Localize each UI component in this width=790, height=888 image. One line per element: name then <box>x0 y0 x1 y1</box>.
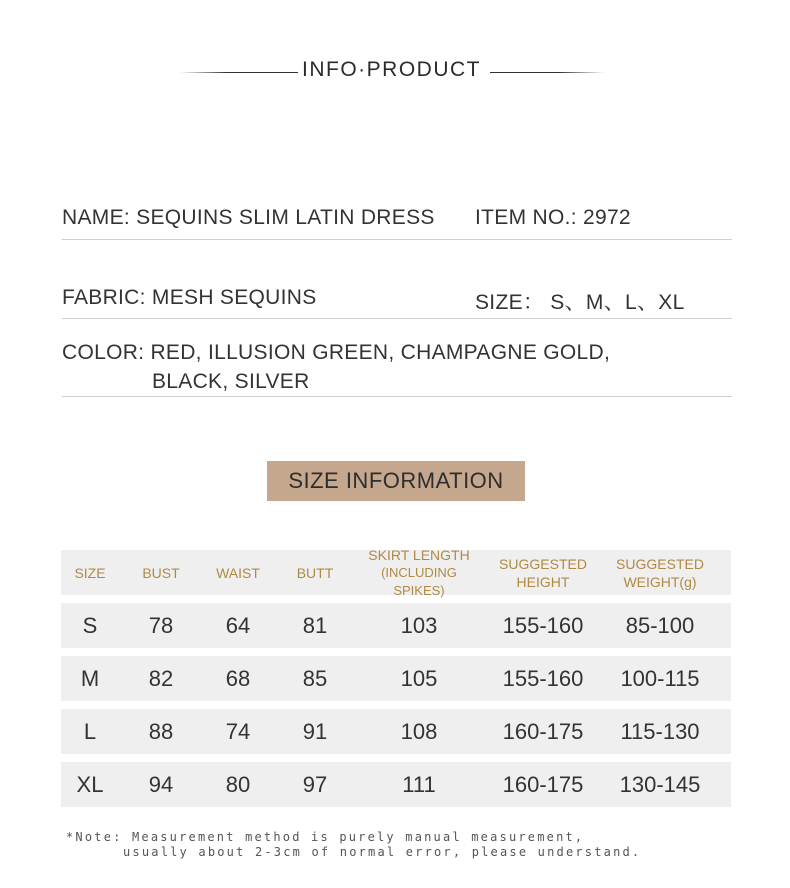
page-header <box>0 58 790 88</box>
cell-skirt-length: 105 <box>400 665 438 691</box>
header-bust: BUST <box>142 564 180 581</box>
size-information-heading: SIZE INFORMATION <box>267 461 525 501</box>
table-row <box>61 603 731 648</box>
header-skirt-length: SKIRT LENGTH (INCLUDING SPIKES) <box>368 546 470 598</box>
cell-skirt-length: 108 <box>400 718 438 744</box>
cell-bust: 88 <box>148 718 174 744</box>
cell-butt: 81 <box>302 612 328 638</box>
product-fabric: FABRIC: MESH SEQUINS <box>62 286 317 309</box>
cell-waist: 64 <box>225 612 251 638</box>
size-table-header <box>61 546 731 598</box>
cell-butt: 85 <box>302 665 328 691</box>
cell-weight: 85-100 <box>625 612 695 638</box>
cell-size: L <box>83 718 97 744</box>
product-size: SIZE： S、M、L、XL <box>475 291 685 314</box>
divider <box>62 239 732 240</box>
table-row <box>61 656 731 701</box>
cell-weight: 115-130 <box>620 718 700 744</box>
measurement-note: *Note: Measurement method is purely manual measurement, <box>66 830 585 844</box>
divider <box>62 396 732 397</box>
header-size: SIZE <box>74 564 106 581</box>
cell-height: 160-175 <box>502 718 584 744</box>
header-butt: BUTT <box>296 564 334 581</box>
product-name: NAME: SEQUINS SLIM LATIN DRESS <box>62 206 435 229</box>
cell-waist: 74 <box>225 718 251 744</box>
cell-bust: 94 <box>148 771 174 797</box>
cell-waist: 80 <box>225 771 251 797</box>
title-rule-left <box>180 72 298 73</box>
table-row <box>61 762 731 807</box>
product-item-no: ITEM NO.: 2972 <box>475 206 631 229</box>
header-waist: WAIST <box>216 564 260 581</box>
measurement-note-continued: usually about 2-3cm of normal error, please understand. <box>123 845 642 859</box>
cell-skirt-length: 103 <box>400 612 438 638</box>
page-title: INFO·PRODUCT <box>302 58 481 81</box>
cell-size: M <box>80 665 100 691</box>
cell-height: 160-175 <box>502 771 584 797</box>
cell-height: 155-160 <box>502 665 584 691</box>
divider <box>62 318 732 319</box>
cell-weight: 100-115 <box>620 665 700 691</box>
cell-bust: 82 <box>148 665 174 691</box>
cell-bust: 78 <box>148 612 174 638</box>
cell-weight: 130-145 <box>619 771 701 797</box>
cell-waist: 68 <box>225 665 251 691</box>
cell-butt: 91 <box>302 718 328 744</box>
cell-height: 155-160 <box>502 612 584 638</box>
table-row <box>61 709 731 754</box>
title-rule-right <box>490 72 605 73</box>
cell-skirt-length: 111 <box>402 771 436 797</box>
header-suggested-height: SUGGESTED HEIGHT <box>499 555 587 590</box>
product-color-continued: BLACK, SILVER <box>152 370 310 393</box>
product-color: COLOR: RED, ILLUSION GREEN, CHAMPAGNE GOLD, <box>62 341 611 364</box>
cell-size: S <box>82 612 98 638</box>
header-suggested-weight: SUGGESTED WEIGHT(g) <box>616 555 704 590</box>
cell-size: XL <box>76 771 104 797</box>
cell-butt: 97 <box>302 771 328 797</box>
